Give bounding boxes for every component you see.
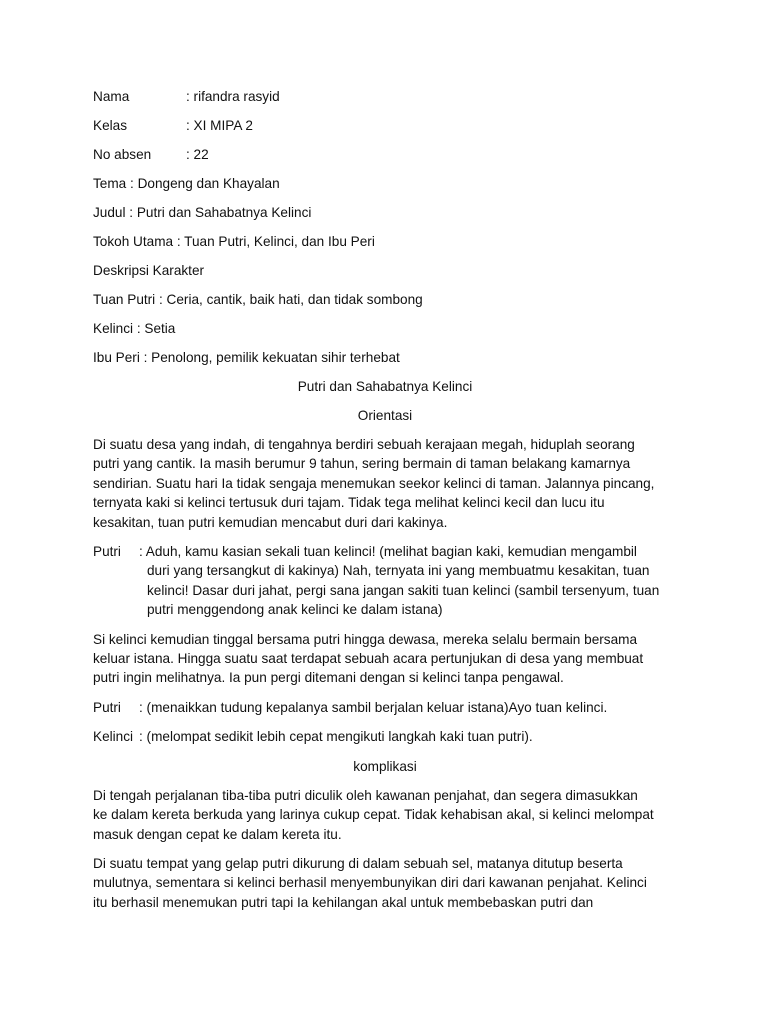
dialog-text	[139, 698, 607, 717]
info-value: : rifandra rasyid	[186, 89, 280, 104]
tema-line: Tema : Dongeng dan Khayalan	[93, 176, 280, 191]
text-line: ternyata kaki si kelinci tertusuk duri tajam. Tidak tega melihat kelinci kecil dan lucu itu	[93, 495, 605, 511]
paragraph-orientasi	[93, 435, 677, 532]
dialog-speaker: Kelinci	[93, 729, 134, 745]
document-content	[93, 87, 677, 922]
dialog-text	[139, 542, 659, 620]
section-orientasi: Orientasi	[357, 408, 413, 423]
dialog-putri-2	[93, 698, 677, 717]
char-kelinci: Kelinci : Setia	[93, 321, 176, 336]
dialog-kelinci	[93, 727, 677, 746]
dialog-text	[139, 727, 533, 746]
text-line: Di tengah perjalanan tiba-tiba putri diculik oleh kawanan penjahat, dan segera dimasukkan	[93, 787, 638, 803]
text-line: kesakitan, tuan putri kemudian mencabut duri dari kakinya.	[93, 514, 448, 530]
text-line: putri menggendong anak kelinci ke dalam istana)	[147, 602, 443, 618]
text-line: : (melompat sedikit lebih cepat mengikuti langkah kaki tuan putri).	[139, 729, 533, 745]
info-label: Nama	[93, 89, 130, 104]
dialog-speaker: Putri	[93, 544, 121, 560]
section-komplikasi: komplikasi	[353, 758, 417, 774]
tokoh-line: Tokoh Utama : Tuan Putri, Kelinci, dan Ibu Peri	[93, 234, 375, 249]
text-line: ke dalam kereta berkuda yang larinya cukup cepat. Tidak kehabisan akal, si kelinci melompat	[93, 807, 654, 823]
text-line: Di suatu desa yang indah, di tengahnya berdiri sebuah kerajaan megah, hiduplah seorang	[93, 437, 635, 452]
info-row-nama	[93, 87, 677, 116]
text-line: : Aduh, kamu kasian sekali tuan kelinci! (melihat bagian kaki, kemudian mengambil	[139, 544, 637, 560]
text-line: itu berhasil menemukan putri tapi Ia kehilangan akal untuk membebaskan putri dan	[93, 894, 594, 910]
paragraph-4	[93, 854, 677, 912]
text-line: Di suatu tempat yang gelap putri dikurung di dalam sebuah sel, matanya ditutup beserta	[93, 855, 623, 871]
text-line: keluar istana. Hingga suatu saat terdapat sebuah acara pertunjukan di desa yang membuat	[93, 651, 644, 667]
text-line: duri yang tersangkut di kakinya) Nah, ternyata ini yang membuatmu kesakitan, tuan	[147, 563, 650, 579]
dialog-speaker: Putri	[93, 699, 121, 715]
info-label: Kelas	[93, 118, 128, 133]
info-value: : 22	[186, 147, 209, 162]
dialog-putri-1	[93, 542, 677, 620]
judul-line: Judul : Putri dan Sahabatnya Kelinci	[93, 205, 312, 220]
char-tuan-putri: Tuan Putri : Ceria, cantik, baik hati, dan tidak sombong	[93, 292, 423, 307]
deskripsi-heading: Deskripsi Karakter	[93, 263, 205, 278]
paragraph-3	[93, 786, 677, 844]
text-line: putri ingin melihatnya. Ia pun pergi ditemani dengan si kelinci tanpa pengawal.	[93, 670, 564, 686]
text-line: putri yang cantik. Ia masih berumur 9 tahun, sering bermain di taman belakang kamarnya	[93, 456, 631, 472]
info-label: No absen	[93, 147, 152, 162]
info-row-kelas	[93, 116, 677, 145]
text-line: : (menaikkan tudung kepalanya sambil berjalan keluar istana)Ayo tuan kelinci.	[139, 699, 608, 715]
text-line: mulutnya, sementara si kelinci berhasil menyembunyikan diri dari kawanan penjahat. Kelinci	[93, 875, 647, 891]
text-line: sendirian. Suatu hari Ia tidak sengaja menemukan seekor kelinci di taman. Jalannya pincang,	[93, 475, 655, 491]
text-line: Si kelinci kemudian tinggal bersama putri hingga dewasa, mereka selalu bermain bersama	[93, 631, 638, 647]
text-line: masuk dengan cepat ke dalam kereta itu.	[93, 826, 342, 842]
paragraph-2	[93, 630, 677, 688]
char-ibu-peri: Ibu Peri : Penolong, pemilik kekuatan sihir terhebat	[93, 350, 400, 365]
story-title: Putri dan Sahabatnya Kelinci	[297, 379, 473, 394]
info-row-absen	[93, 145, 677, 174]
text-line: kelinci! Dasar duri jahat, pergi sana jangan sakiti tuan kelinci (sambil tersenyum, tuan	[147, 582, 660, 598]
info-value: : XI MIPA 2	[186, 118, 253, 133]
